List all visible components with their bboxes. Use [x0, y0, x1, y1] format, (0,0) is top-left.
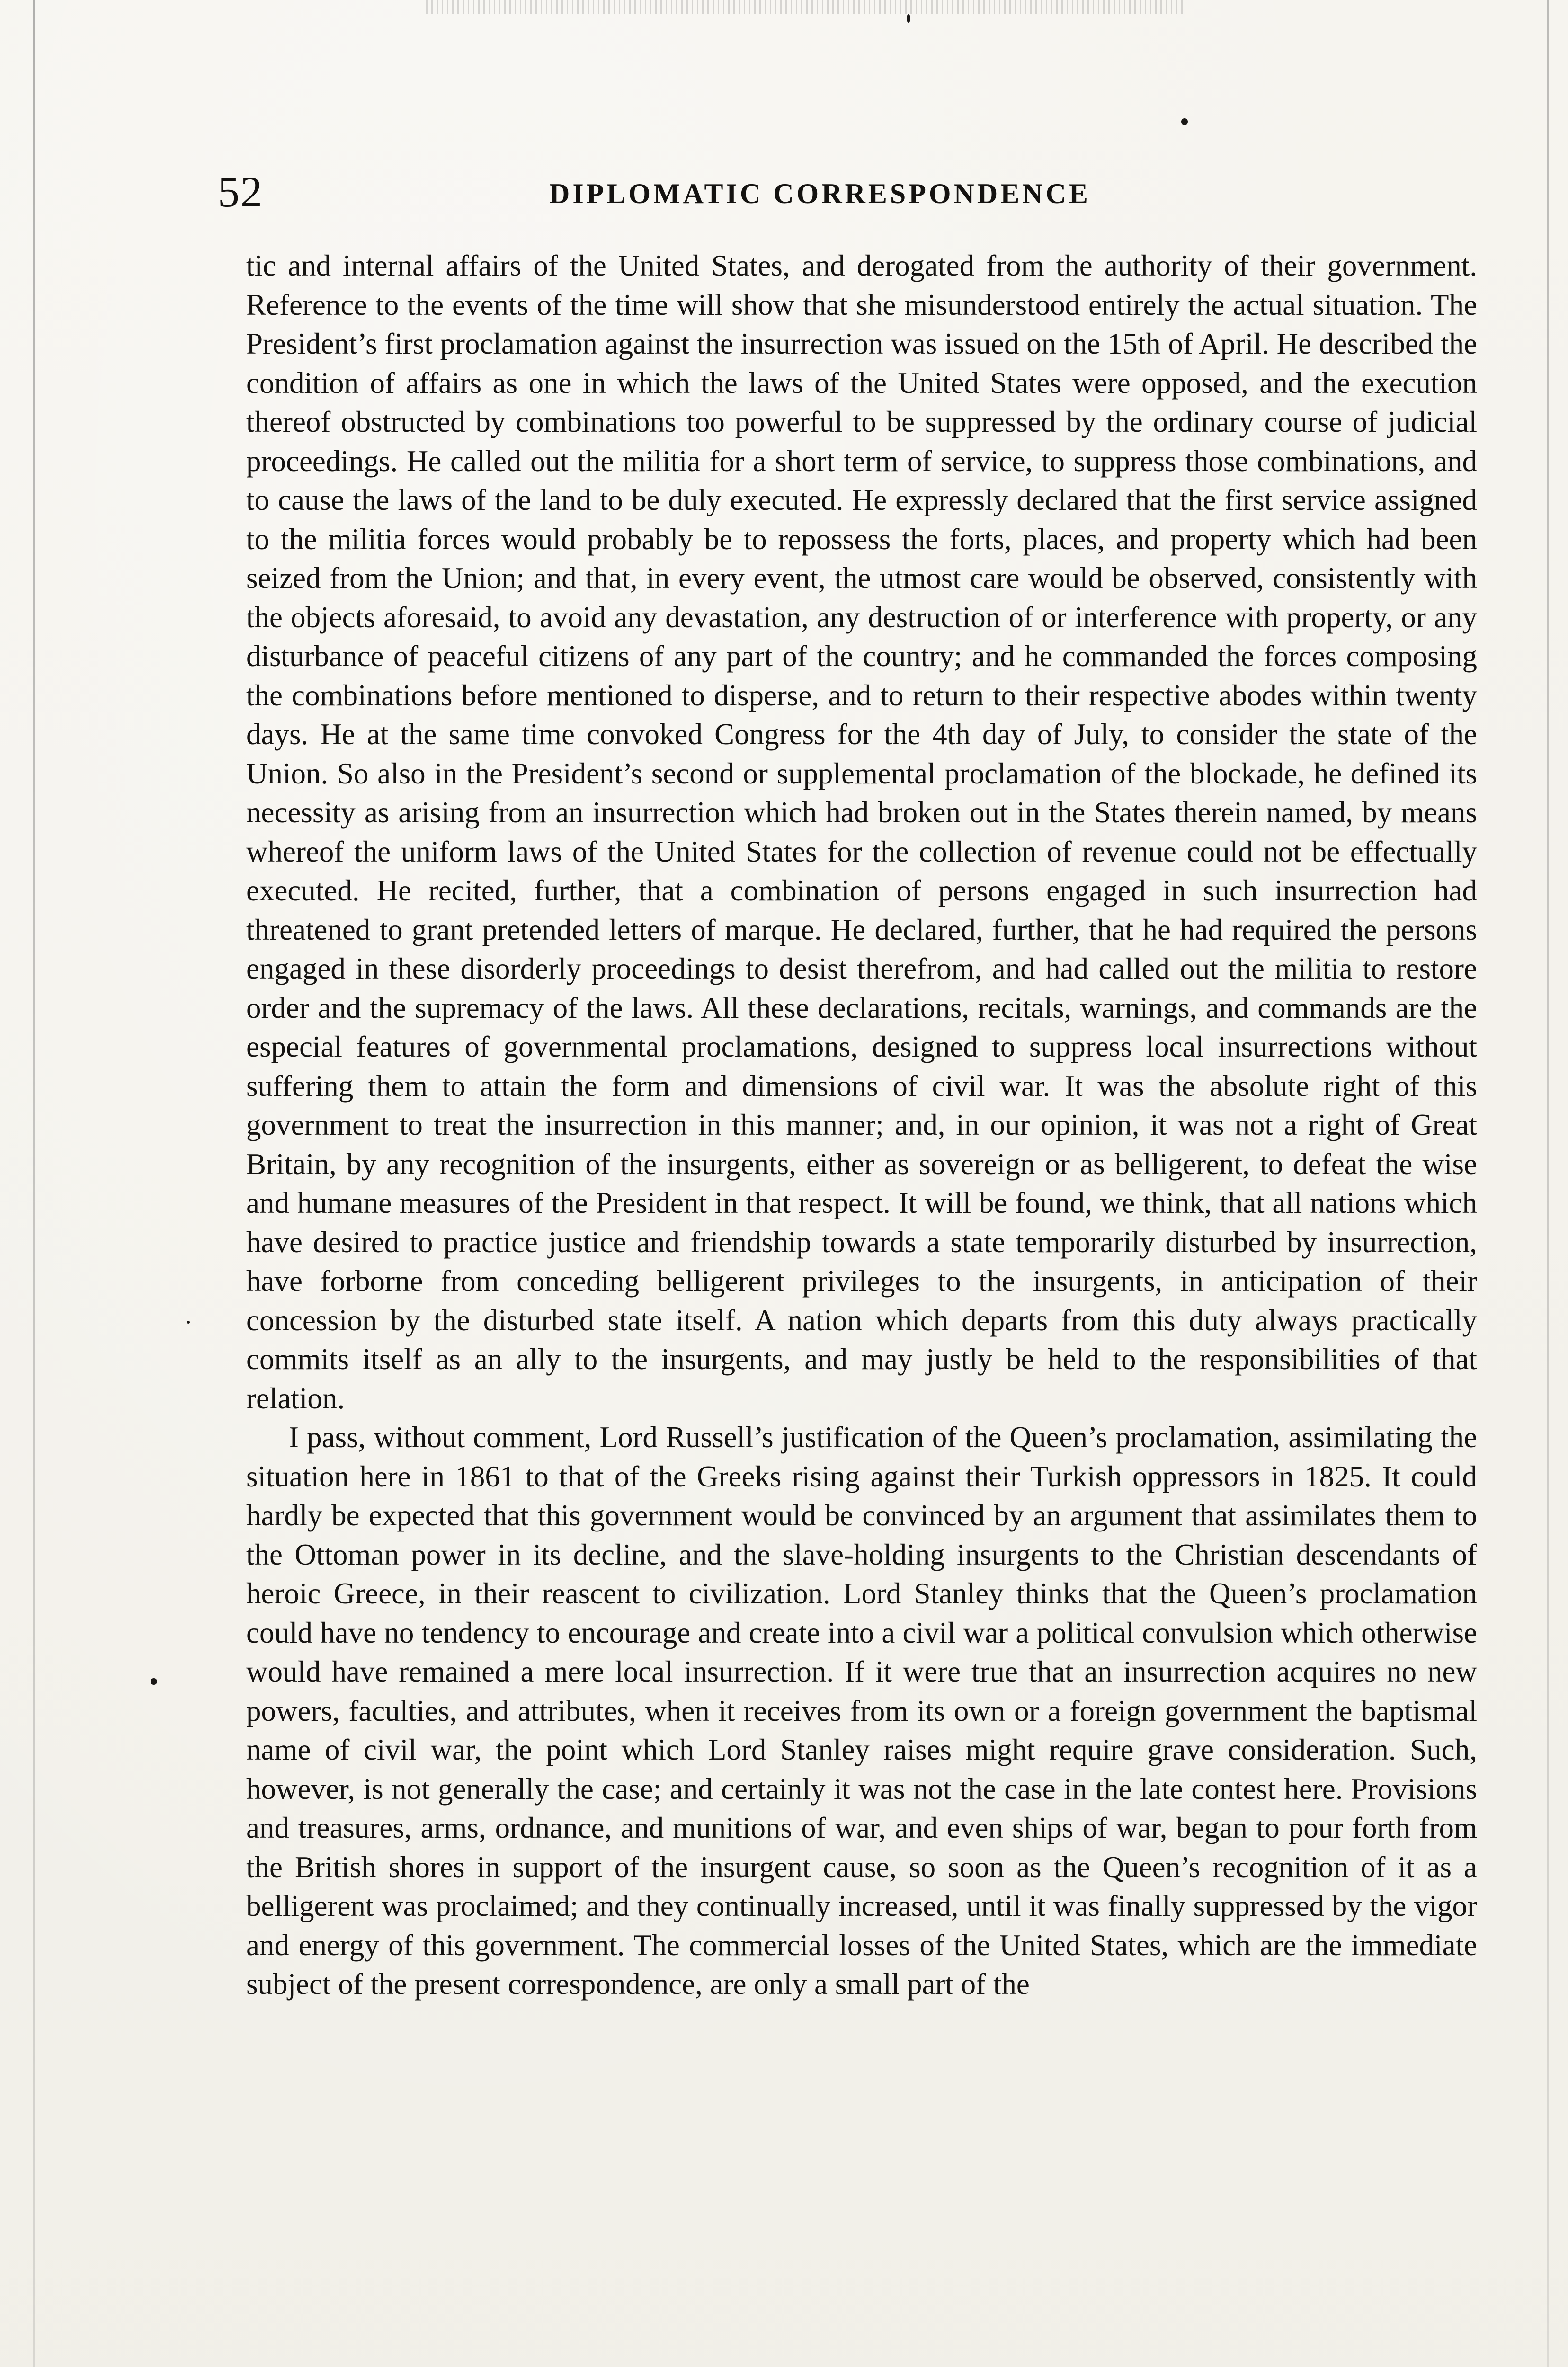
ink-speck — [1181, 118, 1188, 125]
ink-speck — [187, 1321, 190, 1324]
ink-speck — [907, 14, 910, 23]
paragraph-continued: tic and internal affairs of the United States, and derogated from the authority of their government. Reference to the events of the time will show that she misunderstood entirely the actual situation. The President’s first proclamation against the insurrection was issued on the 15th of April. He described the condition of affairs as one in which the laws of the United States were opposed, and the execution thereof obstructed by combinations too powerful to be suppressed by the ordinary course of judicial proceedings. He called out the militia for a short term of service, to suppress those combinations, and to cause the laws of the land to be duly executed. He expressly declared that the first service assigned to the militia forces would probably be to repossess the forts, places, and property which had been seized from the Union; and that, in every event, the utmost care would be observed, consistently with the objects aforesaid, to avoid any devastation, any destruction of or interference with property, or any disturbance of peaceful citizens of any part of the country; and he commanded the forces composing the combinations before mentioned to disperse, and to return to their respective abodes within twenty days. He at the same time convoked Congress for the 4th day of July, to consider the state of the Union. So also in the President’s second or supplemental proclamation of the blockade, he defined its necessity as arising from an insurrection which had broken out in the States therein named, by means whereof the uniform laws of the United States for the collection of revenue could not be effectually executed. He recited, further, that a combination of persons engaged in such insurrection had threatened to grant pretended letters of marque. He declared, further, that he had required the persons engaged in these disorderly proceedings to desist therefrom, and had called out the militia to restore order and the supremacy of the laws. All these declarations, recitals, warnings, and commands are the especial features of governmental proclamations, designed to suppress local insurrections without suffering them to attain the form and dimensions of civil war. It was the absolute right of this government to treat the insurrection in this manner; and, in our opinion, it was not a right of Great Britain, by any recognition of the insurgents, either as sovereign or as belligerent, to defeat the wise and humane measures of the President in that respect. It will be found, we think, that all nations which have desired to practice justice and friendship towards a state temporarily disturbed by insurrection, have forborne from conceding belligerent privileges to the insurgents, in anticipation of their concession by the disturbed state itself. A nation which departs from this duty always practically commits itself as an ally to the insurgents, and may justly be held to the responsibilities of that relation. — [246, 249, 1477, 1415]
paragraph: I pass, without comment, Lord Russell’s justification of the Queen’s proclamation, assimilating the situation here in 1861 to that of the Greeks rising against their Turkish oppressors in 1825. It could hardly be expected that this government would be convinced by an argument that assimilates them to the Ottoman power in its decline, and the slave-holding insurgents to the Christian descendants of heroic Greece, in their reascent to civilization. Lord Stanley thinks that the Queen’s proclamation could have no tendency to encourage and create into a civil war a political convulsion which otherwise would have remained a mere local insurrection. If it were true that an insurrection acquires no new powers, faculties, and attributes, when it receives from its own or a foreign government the baptismal name of civil war, the point which Lord Stanley raises might require grave consideration. Such, however, is not generally the case; and certainly it was not the case in the late contest here. Provisions and treasures, arms, ordnance, and munitions of war, and even ships of war, began to pour forth from the British shores in support of the insurgent cause, so soon as the Queen’s recognition of it as a belligerent was proclaimed; and they continually increased, until it was finally suppressed by the vigor and energy of this government. The commercial losses of the United States, which are the immediate subject of the present correspondence, are only a small part of the — [246, 1421, 1477, 2001]
page-header — [218, 166, 1477, 218]
scan-edge-left — [33, 0, 35, 2367]
running-head: DIPLOMATIC CORRESPONDENCE — [549, 178, 1091, 209]
page-number: 52 — [218, 168, 263, 216]
scan-top-noise — [426, 0, 1184, 14]
scan-edge-right — [1547, 0, 1549, 2367]
ink-speck — [151, 1678, 157, 1685]
body-text — [246, 246, 1477, 2367]
